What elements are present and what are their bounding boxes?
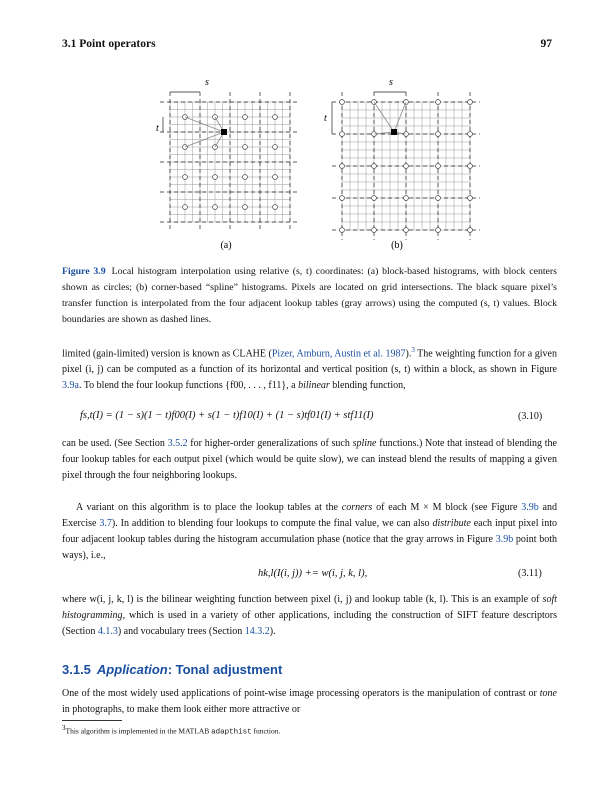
lookup-table-circle bbox=[436, 196, 441, 201]
lookup-table-circle bbox=[273, 175, 278, 180]
matlab-function: adapthist bbox=[211, 728, 252, 737]
lookup-table-circle bbox=[340, 228, 345, 233]
figure-caption bbox=[62, 264, 557, 328]
figure-ref-3-9a[interactable]: 3.9a bbox=[62, 380, 79, 392]
lookup-table-circle bbox=[436, 164, 441, 169]
equation-number-3-10: (3.10) bbox=[518, 411, 543, 422]
section-heading bbox=[62, 662, 282, 677]
lookup-table-circle bbox=[183, 175, 188, 180]
lookup-table-circle bbox=[243, 205, 248, 210]
lookup-table-circle bbox=[468, 100, 473, 105]
footnote-rule bbox=[62, 720, 122, 721]
section-ref-3-5-2[interactable]: 3.5.2 bbox=[167, 438, 188, 449]
lookup-table-circle bbox=[340, 132, 345, 137]
lookup-table-circle bbox=[340, 196, 345, 201]
lookup-table-circle bbox=[468, 196, 473, 201]
footnote-ref-3[interactable]: 3 bbox=[411, 346, 415, 354]
target-pixel bbox=[221, 129, 227, 135]
lookup-table-circle bbox=[372, 196, 377, 201]
caption-label: Figure 3.9 bbox=[62, 266, 106, 277]
caption-text: Local histogram interpolation using relative (s, t) coordinates: (a) block-based histograms, with block centers shown as circles; (b) corner-based “spline” histograms. Pixels are located on grid intersections. The black square pixel’s transfer function is interpolated from the four adjacent lookup tables (gray arrows) using the computed (s, t) values. Block boundaries are shown as dashed lines. bbox=[62, 266, 557, 325]
citation-pizer[interactable]: Pizer, Amburn, Austin et al. 1987 bbox=[271, 348, 406, 360]
equation-number-3-11: (3.11) bbox=[518, 568, 542, 579]
lookup-table-circle bbox=[372, 228, 377, 233]
lookup-table-circle bbox=[436, 132, 441, 137]
paragraph-4: where w(i, j, k, l) is the bilinear weighting function between pixel (i, j) and lookup table (k, l). This is an example of soft histogramming, which is used in a variety of other applications, including the construction of SIFT feature descriptors (Section 4.1.3) and vocabulary trees (Section 14.3.2). bbox=[62, 594, 557, 637]
figure-3-9 bbox=[0, 0, 614, 262]
lookup-table-circle bbox=[404, 228, 409, 233]
subfigure-a-label: (a) bbox=[220, 240, 232, 251]
lookup-table-circle bbox=[213, 205, 218, 210]
lookup-table-circle bbox=[468, 132, 473, 137]
equation-3-10: fs,t(I) = (1 − s)(1 − t)f00(I) + s(1 − t)f10(I) + (1 − s)tf01(I) + stf11(I) bbox=[80, 410, 374, 421]
section-ref-4-1-3[interactable]: 4.1.3 bbox=[97, 626, 118, 637]
lookup-table-circle bbox=[243, 175, 248, 180]
page-number: 97 bbox=[540, 38, 552, 50]
label-t-b: t bbox=[324, 113, 327, 124]
figure-ref-3-9b[interactable]: 3.9b bbox=[521, 502, 539, 513]
paragraph-3: A variant on this algorithm is to place the lookup tables at the corners of each M × M block (see Figure 3.9b and Exercise 3.7). In addition to blending four lookups to compute the final value, we can also distribute each input pixel into four adjacent lookup tables during the histogram accumulation phase (notice that the gray arrows in Figure 3.9b point both ways), i.e., bbox=[62, 502, 557, 561]
lookup-table-circle bbox=[340, 100, 345, 105]
paragraph-1: limited (gain-limited) version is known as CLAHE (Pizer, Amburn, Austin et al. 1987).$^3$ The weighting function for a given pixel (i, j) can be computed as a function of its horizontal and vertical position (s, t) within a block, as shown in Figure 3.9a. To blend the four lookup functions {f00, . . . , f11}, a bilinear blending function, bbox=[62, 346, 557, 392]
figure-ref-3-9b-2[interactable]: 3.9b bbox=[495, 534, 514, 545]
running-header-section: 3.1 Point operators bbox=[62, 38, 156, 50]
section-number: 3.1.5 bbox=[62, 662, 91, 677]
lookup-table-circle bbox=[404, 164, 409, 169]
section-application: Application bbox=[96, 662, 168, 677]
grid-b bbox=[332, 92, 480, 240]
lookup-table-circle bbox=[273, 115, 278, 120]
section-ref-14-3-2[interactable]: 14.3.2 bbox=[244, 626, 270, 637]
footnote: $^3$This algorithm is implemented in the MATLAB adapthist function. bbox=[62, 724, 281, 737]
lookup-table-circle bbox=[372, 164, 377, 169]
lookup-table-circle bbox=[436, 228, 441, 233]
equation-3-11: hk,l(I(i, j)) += w(i, j, k, l), bbox=[258, 568, 368, 579]
label-s-b: s bbox=[389, 77, 393, 88]
lookup-table-circle bbox=[243, 145, 248, 150]
lookup-table-circle bbox=[273, 145, 278, 150]
lookup-table-circle bbox=[273, 205, 278, 210]
subfigure-b-label: (b) bbox=[391, 240, 403, 251]
label-t-a: t bbox=[156, 123, 159, 134]
lookup-table-circle bbox=[468, 164, 473, 169]
lookup-table-circle bbox=[436, 100, 441, 105]
lookup-table-circle bbox=[468, 228, 473, 233]
section-title: : Tonal adjustment bbox=[167, 662, 283, 677]
lookup-table-circle bbox=[213, 175, 218, 180]
exercise-ref-3-7[interactable]: 3.7 bbox=[99, 518, 112, 529]
paragraph-5: One of the most widely used applications of point-wise image processing operators is the manipulation of contrast or tone in photographs, to make them look either more attractive or bbox=[62, 688, 557, 715]
interpolation-arrow bbox=[394, 102, 406, 132]
grid-a bbox=[160, 92, 300, 232]
lookup-table-circle bbox=[243, 115, 248, 120]
interpolation-arrow bbox=[374, 102, 394, 132]
label-s-a: s bbox=[205, 77, 209, 88]
target-pixel bbox=[391, 129, 397, 135]
lookup-table-circle bbox=[404, 196, 409, 201]
paragraph-2: can be used. (See Section 3.5.2 for higher-order generalizations of such spline functions.) Note that instead of blending the four lookup tables for each output pixel (which would be quite slow), we can instead blend the results of mapping a given pixel through the four neighboring lookups. bbox=[62, 438, 557, 481]
lookup-table-circle bbox=[183, 205, 188, 210]
lookup-table-circle bbox=[340, 164, 345, 169]
